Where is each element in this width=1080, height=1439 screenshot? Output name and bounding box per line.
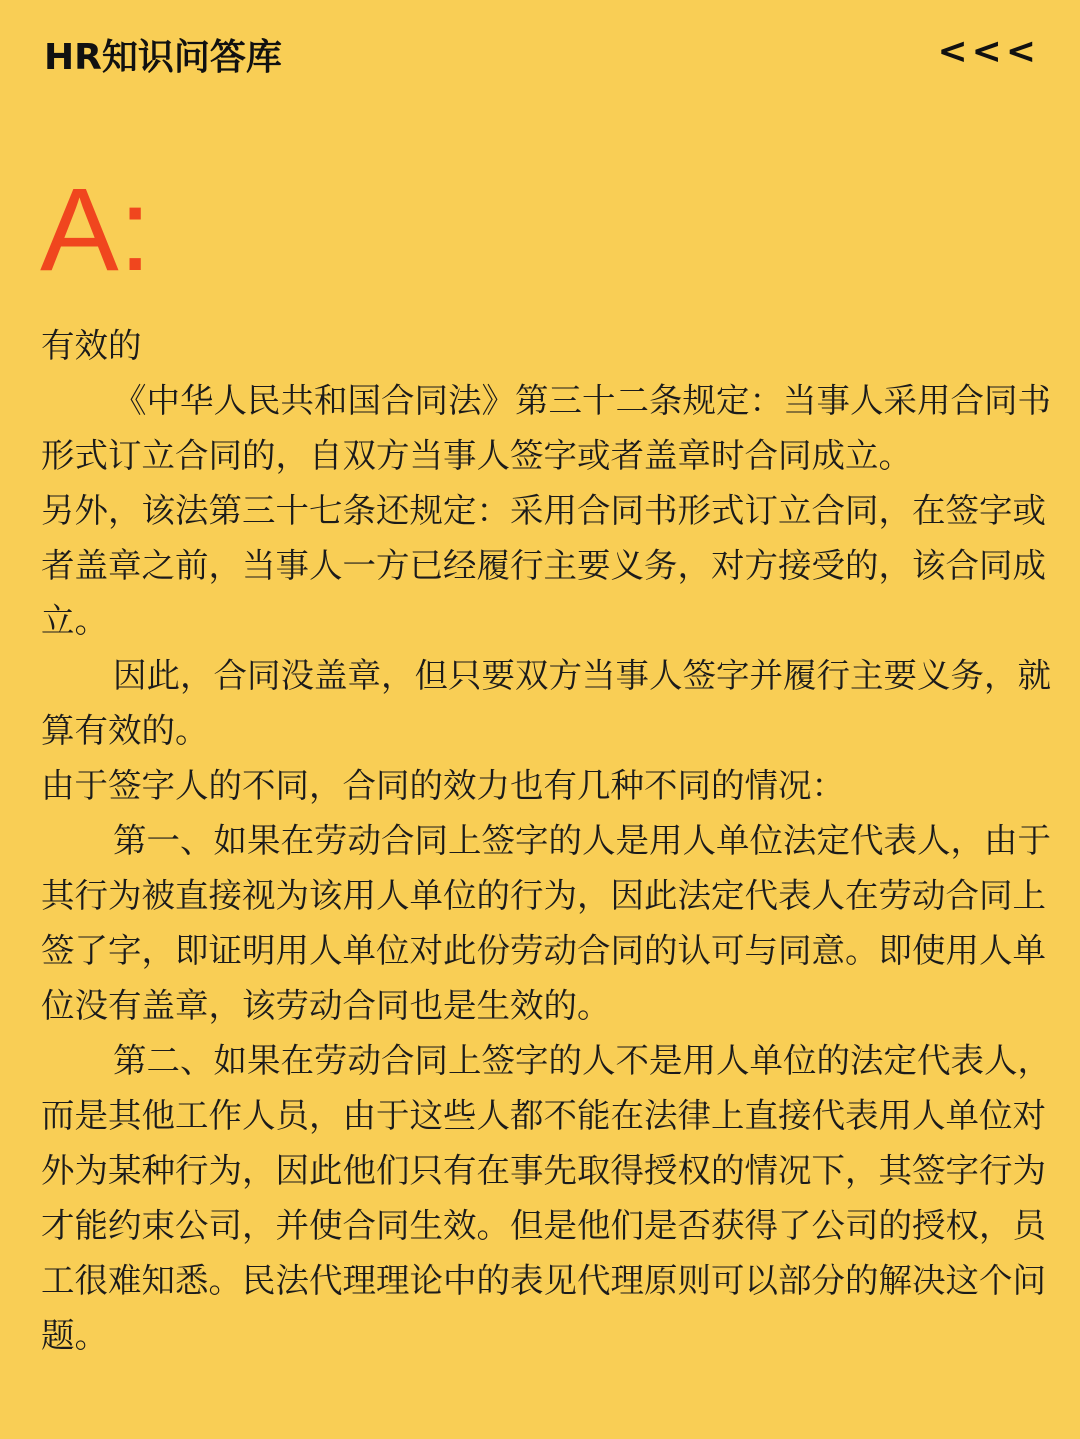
answer-label: A: xyxy=(40,164,152,296)
page-title: HR知识问答库 xyxy=(44,37,282,78)
paragraph-verdict: 有效的 xyxy=(41,326,142,365)
paragraph-case-one: 第一、如果在劳动合同上签字的人是用人单位法定代表人，由于其行为被直接视为该用人单位的行为，因此法定代表人在劳动合同上签了字，即证明用人单位对此份劳动合同的认可与同意。即使用人单位没有盖章，该劳动合同也是生效的。 xyxy=(41,821,1051,1025)
paragraph-article-32: 《中华人民共和国合同法》第三十二条规定：当事人采用合同书形式订立合同的，自双方当事人签字或者盖章时合同成立。 xyxy=(41,381,1051,475)
paragraph-signer-intro: 由于签字人的不同，合同的效力也有几种不同的情况： xyxy=(41,766,845,805)
answer-body xyxy=(41,318,1071,1363)
paragraph-conclusion: 因此，合同没盖章，但只要双方当事人签字并履行主要义务，就算有效的。 xyxy=(41,656,1051,750)
paragraph-article-37: 另外，该法第三十七条还规定：采用合同书形式订立合同，在签字或者盖章之前，当事人一方已经履行主要义务，对方接受的，该合同成立。 xyxy=(41,491,1046,640)
paragraph-case-two: 第二、如果在劳动合同上签字的人不是用人单位的法定代表人，而是其他工作人员，由于这些人都不能在法律上直接代表用人单位对外为某种行为，因此他们只有在事先取得授权的情况下，其签字行为才能约束公司，并使合同生效。但是他们是否获得了公司的授权，员工很难知悉。民法代理理论中的表见代理原则可以部分的解决这个问题。 xyxy=(41,1041,1051,1355)
chevron-left-icon: <<< xyxy=(937,31,1040,72)
